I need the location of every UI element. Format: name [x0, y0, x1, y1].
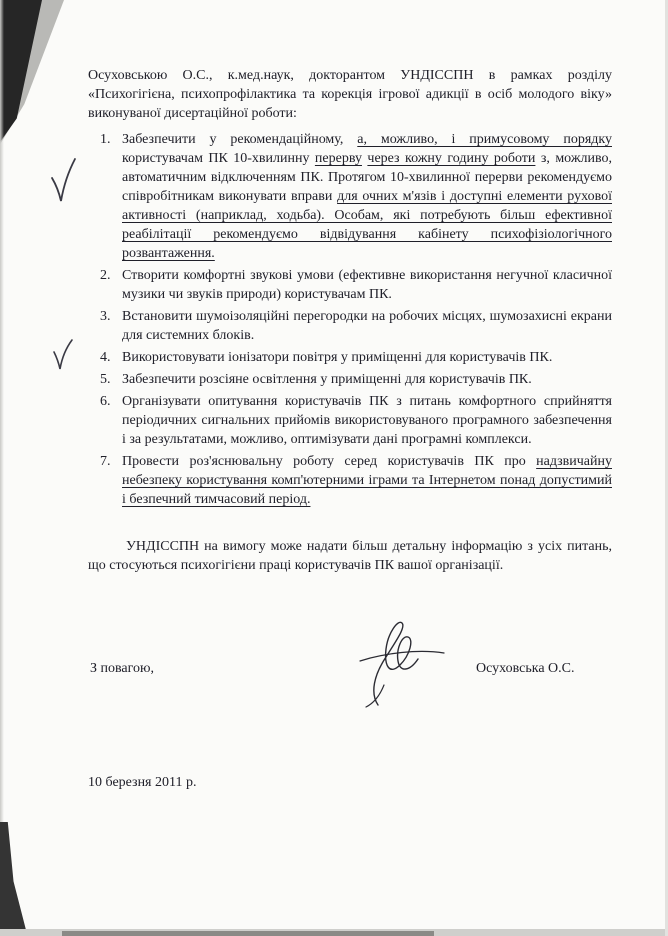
- list-item: [100, 370, 612, 389]
- date-text: 10 березня 2011 р.: [88, 775, 197, 790]
- underlined-text-segment: через кожну годину роботи: [367, 151, 536, 166]
- text-segment: Використовувати іонізатори повітря у приміщенні для користувачів ПК.: [122, 350, 553, 365]
- checkmark-icon: [52, 338, 74, 374]
- list-item: [100, 130, 612, 263]
- scan-artifact-left-edge: [0, 0, 4, 936]
- signature-block: [88, 621, 612, 751]
- signer-name: Осуховська О.С.: [476, 661, 575, 676]
- text-segment: користувачам ПК 10-хвилинну: [122, 151, 315, 166]
- text-segment: з, можливо, автоматичним відключенням ПК. Протягом 10-хвилинної перерви рекомендуємо співробітникам виконувати вправи: [122, 151, 612, 204]
- text-segment: Організувати опитування користувачів ПК з питань комфортного сприйняття періодичних сигнальних прийомів використовуваного програмного забезпечення і за результатами, можливо, оптимізувати дані програмні комплекси.: [122, 394, 612, 447]
- closing-paragraph: УНДІССПН на вимогу може надати більш детальну інформацію з усіх питань, що стосуються психогігієни праці користувачів ПК вашої організації.: [88, 539, 612, 573]
- list-item-number: 6.: [100, 394, 111, 409]
- underlined-text-segment: для очних м'язів і доступні елементи рухової активності (наприклад, ходьба). Особам, які потребують більш ефективної реабілітації рекомендуємо відвідування кабінету психофізіологічного розвантаження.: [122, 189, 612, 261]
- text-segment: Забезпечити у рекомендаційному,: [122, 132, 358, 147]
- list-item: [100, 452, 612, 509]
- scan-artifact-topleft-shadow: [0, 0, 64, 168]
- intro-paragraph: Осуховською О.С., к.мед.наук, докторантом УНДІССПН в рамках розділу «Психогігієна, психопрофілактика та корекція ігрової адикції в осіб молодого віку» виконуваної дисертаційної роботи:: [88, 68, 612, 121]
- list-item-number: 2.: [100, 268, 111, 283]
- list-item: [100, 392, 612, 449]
- list-item: [100, 266, 612, 304]
- list-item-number: 1.: [100, 132, 111, 147]
- underlined-text-segment: а, можливо, і примусовому порядку: [357, 132, 612, 147]
- underlined-text-segment: перерву: [314, 151, 362, 166]
- text-segment: Провести роз'яснювальну роботу серед користувачів ПК про: [122, 454, 537, 469]
- list-item: [100, 307, 612, 345]
- regards-text: З повагою,: [90, 661, 154, 676]
- checkmark-icon: [50, 156, 78, 208]
- list-item-number: 3.: [100, 309, 111, 324]
- text-segment: Встановити шумоізоляційні перегородки на робочих місцях, шумозахисні екрани для системних блоків.: [122, 309, 612, 343]
- list-item-number: 7.: [100, 454, 111, 469]
- text-segment: Створити комфортні звукові умови (ефективне використання негучної класичної музики чи звуків природи) користувачам ПК.: [122, 268, 612, 302]
- recommendations-list: [88, 130, 612, 509]
- list-item: [100, 348, 612, 367]
- text-segment: Забезпечити розсіяне освітлення у приміщенні для користувачів ПК.: [122, 372, 532, 387]
- list-item-number: 5.: [100, 372, 111, 387]
- scan-artifact-bottomleft-dark: [0, 822, 26, 930]
- scan-artifact-bottom-bar: [0, 929, 668, 936]
- letter-body: [88, 66, 612, 792]
- scan-artifact-bottom-dark-strip: [62, 931, 434, 936]
- scan-artifact-topleft-dark: [0, 0, 42, 148]
- signature-image: [340, 615, 470, 710]
- underlined-text-segment: надзвичайну небезпеку користування комп'ютерними іграми та Інтернетом понад допустимий і безпечний тимчасовий період.: [122, 454, 612, 507]
- list-item-number: 4.: [100, 350, 111, 365]
